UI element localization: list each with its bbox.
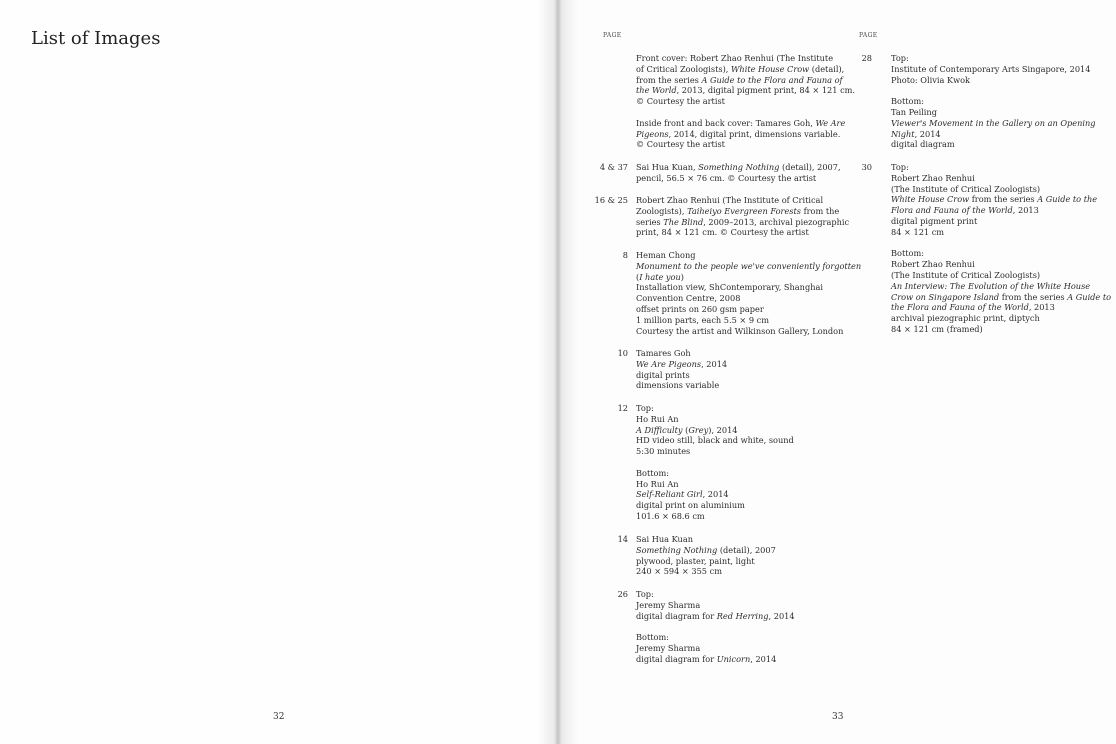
caption-line: Crow on Singapore Island from the series A Guide to: [891, 291, 1112, 302]
caption-line: digital diagram for Red Herring, 2014: [636, 610, 795, 621]
entry-page-number: 12: [617, 403, 628, 413]
caption-line: 84 × 121 cm: [891, 226, 945, 237]
caption-line: Sai Hua Kuan: [636, 534, 693, 544]
caption-line: 101.6 × 68.6 cm: [636, 510, 705, 521]
caption-line: the World, 2013, digital pigment print, 84 × 121 cm.: [636, 85, 856, 96]
entry-page-number: 8: [622, 250, 628, 260]
caption-line: An Interview: The Evolution of the White House: [891, 280, 1091, 291]
entry-caption: [636, 53, 855, 150]
caption-line: pencil, 56.5 × 76 cm. © Courtesy the artist: [636, 172, 817, 183]
caption-line: plywood, plaster, paint, light: [636, 555, 755, 566]
caption-line: Institute of Contemporary Arts Singapore, 2014: [891, 63, 1091, 74]
caption-line: digital print on aluminium: [636, 500, 745, 511]
entry-caption: [636, 162, 841, 184]
entry-caption: [636, 250, 861, 336]
caption-line: © Courtesy the artist: [636, 96, 725, 107]
caption-line: Robert Zhao Renhui: [891, 172, 975, 183]
column-header-page-1: PAGE: [603, 32, 622, 39]
caption-line: Pigeons, 2014, digital print, dimensions variable.: [636, 128, 841, 139]
caption-line: Photo: Olivia Kwok: [891, 74, 970, 85]
caption-line: We Are Pigeons, 2014: [636, 358, 728, 369]
caption-line: Top:: [636, 403, 654, 413]
caption-line: HD video still, black and white, sound: [636, 435, 794, 446]
caption-line: Tamares Goh: [636, 348, 691, 358]
caption-line: archival piezographic print, diptych: [891, 313, 1040, 324]
caption-line: digital prints: [636, 369, 690, 380]
entry-page-number: 30: [861, 162, 872, 172]
caption-line: Bottom:: [636, 467, 669, 478]
caption-line: Zoologists), Taiheiyo Evergreen Forests from the: [636, 205, 840, 216]
entry-page-number: 16 & 25: [594, 195, 628, 205]
page-title: List of Images: [31, 28, 161, 49]
column-header-page-2: PAGE: [859, 32, 878, 39]
entry-page-number: 10: [617, 348, 628, 358]
caption-line: Robert Zhao Renhui: [891, 259, 975, 270]
entry-caption: [636, 403, 794, 522]
caption-line: 240 × 594 × 355 cm: [636, 566, 722, 577]
caption-line: Jeremy Sharma: [636, 642, 701, 653]
book-gutter: [538, 0, 578, 744]
entry-page-number: 28: [861, 53, 872, 63]
caption-line: Heman Chong: [636, 250, 696, 260]
caption-line: (I hate you): [636, 271, 684, 282]
page-number-left: 32: [273, 712, 285, 722]
caption-line: print, 84 × 121 cm. © Courtesy the artist: [636, 227, 809, 238]
caption-line: Night, 2014: [891, 128, 941, 139]
entry-caption: [891, 53, 1096, 150]
caption-line: digital pigment print: [891, 215, 978, 226]
caption-line: Installation view, ShContemporary, Shanghai: [636, 282, 823, 293]
entry-caption: [891, 162, 1111, 335]
page-number-right: 33: [832, 712, 844, 722]
left-page: [0, 0, 556, 744]
caption-line: Bottom:: [891, 248, 924, 259]
caption-line: Front cover: Robert Zhao Renhui (The Institute: [636, 53, 834, 63]
entry-page-number: 26: [617, 589, 628, 599]
caption-line: series The Blind, 2009–2013, archival piezographic: [636, 216, 850, 227]
caption-line: Ho Rui An: [636, 478, 679, 489]
caption-line: Ho Rui An: [636, 413, 679, 424]
caption-line: of Critical Zoologists), White House Crow (detail),: [636, 63, 845, 74]
caption-line: digital diagram: [891, 139, 955, 150]
entry-caption: [636, 195, 849, 238]
caption-line: Self-Reliant Girl, 2014: [636, 489, 729, 500]
caption-line: 84 × 121 cm (framed): [891, 323, 983, 334]
caption-line: Flora and Fauna of the World, 2013: [891, 205, 1039, 216]
caption-line: offset prints on 260 gsm paper: [636, 303, 764, 314]
entry-page-number: 4 & 37: [599, 162, 628, 172]
caption-line: Tan Peiling: [891, 106, 937, 117]
caption-line: Inside front and back cover: Tamares Goh, We Are: [636, 117, 846, 128]
caption-line: Convention Centre, 2008: [636, 293, 741, 304]
caption-line: (The Institute of Critical Zoologists): [891, 269, 1041, 280]
caption-line: Something Nothing (detail), 2007: [636, 544, 776, 555]
caption-line: © Courtesy the artist: [636, 139, 725, 150]
caption-line: Bottom:: [636, 632, 669, 643]
caption-line: Viewer's Movement in the Gallery on an Opening: [891, 117, 1096, 128]
caption-line: 5:30 minutes: [636, 446, 691, 457]
caption-line: digital diagram for Unicorn, 2014: [636, 653, 777, 664]
caption-line: Courtesy the artist and Wilkinson Gallery, London: [636, 325, 844, 336]
caption-line: Jeremy Sharma: [636, 599, 701, 610]
entry-caption: [636, 534, 776, 577]
caption-line: (The Institute of Critical Zoologists): [891, 183, 1041, 194]
caption-line: Monument to the people we've conveniently forgotten: [636, 260, 862, 271]
caption-line: Bottom:: [891, 96, 924, 107]
entry-caption: [636, 348, 727, 391]
caption-line: the Flora and Fauna of the World, 2013: [891, 302, 1055, 313]
caption-line: dimensions variable: [636, 380, 720, 391]
caption-line: 1 million parts, each 5.5 × 9 cm: [636, 314, 770, 325]
caption-line: Top:: [891, 53, 909, 63]
entry-caption: [636, 589, 795, 665]
caption-line: Robert Zhao Renhui (The Institute of Critical: [636, 195, 824, 205]
caption-line: from the series A Guide to the Flora and Fauna of: [636, 74, 843, 85]
caption-line: Top:: [636, 589, 654, 599]
caption-line: A Difficulty (Grey), 2014: [636, 424, 738, 435]
caption-line: Top:: [891, 162, 909, 172]
caption-line: White House Crow from the series A Guide to the: [891, 194, 1098, 205]
caption-line: Sai Hua Kuan, Something Nothing (detail), 2007,: [636, 162, 841, 172]
entry-page-number: 14: [617, 534, 628, 544]
